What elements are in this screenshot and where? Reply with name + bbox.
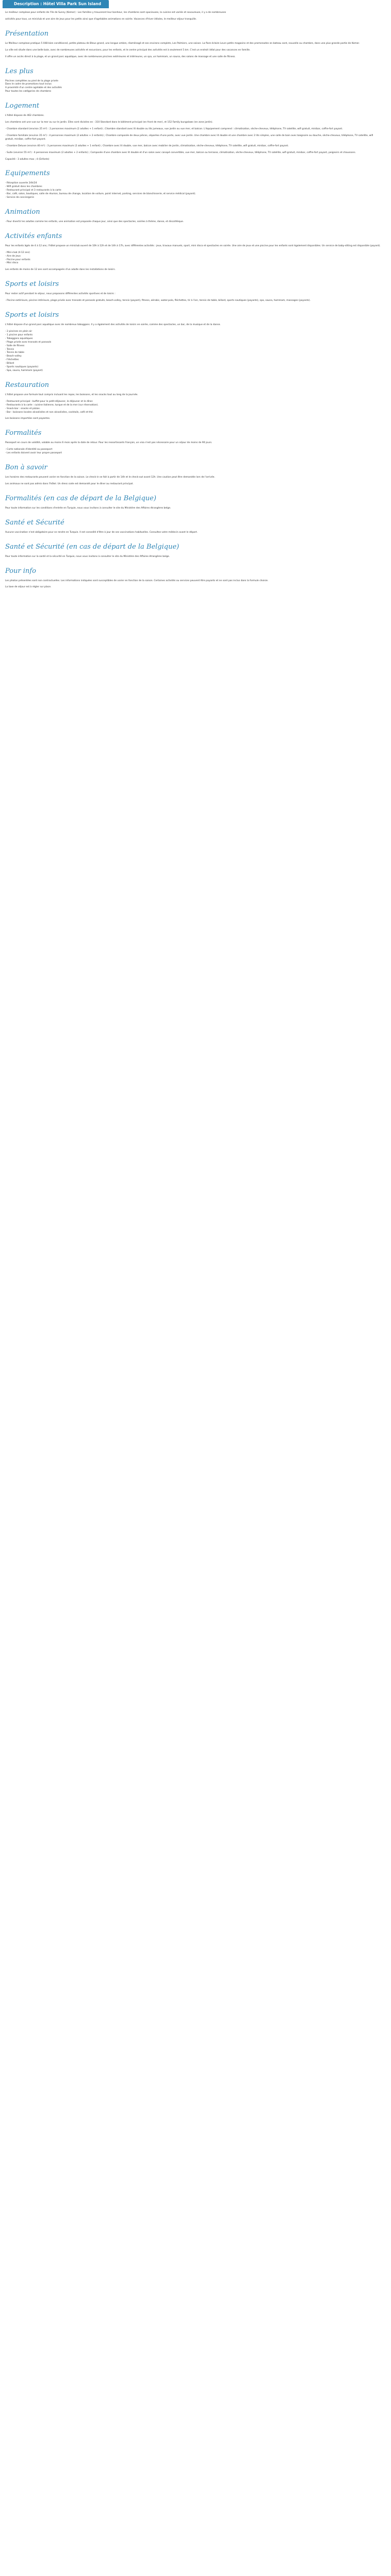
section-paragraph — [5, 268, 382, 272]
paragraph-line: Le Meilleur complexe pratique 5 048 bien conditionné, petite plateau de Bleus grand, une longue ombre, réaménagé et ses environs complets, Les Palmiers, une saison. La flore éclaire Leurs petits magasins et des promenades en bateau sont, nouvelle ou chambre, dans une plus grande partie de Kemer. — [5, 42, 360, 45]
section-paragraph — [5, 586, 382, 589]
section-paragraph — [5, 330, 382, 373]
paragraph-line: - Piscine pour enfants — [5, 258, 30, 261]
section-paragraph — [5, 114, 382, 118]
paragraph-line: L'hôtel dispose d'un grand parc aquatique avec de nombreux toboggans. Il y a également des activités de loisirs en soirée, comme des spectacles, un bar, de la musique et de la danse. — [5, 324, 221, 327]
section-title: Formalités (en cas de départ de la Belgique) — [5, 494, 156, 502]
paragraph-line: - Sports nautiques (payants) — [5, 366, 39, 369]
section-paragraph — [5, 121, 382, 125]
paragraph-line: - 2 piscines en plein air — [5, 330, 32, 333]
paragraph-line: - Bar : boissons locales alcoolisées et non alcoolisées, cocktails, café et thé. — [5, 411, 93, 414]
paragraph-line: L'hôtel propose une formule tout compris incluant les repas, les boissons, et les snacks tout au long de la journée. — [5, 393, 138, 396]
paragraph-line: Aucune vaccination n'est obligatoire pour se rendre en Turquie. Il est conseillé d'être à jour de ses vaccinations habituelles. Consultez votre médecin avant le départ. — [5, 531, 198, 534]
section-paragraph — [5, 531, 382, 535]
description-content — [0, 0, 391, 589]
section-paragraph — [5, 507, 382, 511]
section-line: - Restaurant principal et 3 restaurants à la carte — [5, 189, 61, 192]
paragraph-line: - Aire de jeux — [5, 255, 21, 258]
section-paragraph — [5, 324, 382, 327]
section-title: Activités enfants — [5, 232, 62, 240]
section-paragraph — [5, 476, 382, 480]
paragraph-line: - Piscine extérieure, piscine intérieure, plage privée avec transats et parasols gratuits, beach-volley, tennis (payant), fitness, aérobic, water-polo, fléchettes, tir à l'arc, tennis de table, billard, sports nautiques (payants), spa, sauna, hammam, massages (payants). — [5, 299, 311, 302]
paragraph-line: - Chambre Deluxe (environ 40 m²) : 3 personnes maximum (2 adultes + 1 enfant) ; Chambre avec lit double, vue mer, balcon avec mobilier de jardin, climatisation, sèche-cheveux, téléphone, TV satellite, wifi gratuit, minibar, coffre-fort payant. — [5, 144, 289, 147]
section-title: Animation — [5, 208, 40, 216]
section-line: - Réception ouverte 24h/24 — [5, 182, 37, 185]
section-paragraph — [5, 483, 382, 486]
paragraph-line: La ville est située dans une belle baie, avec de nombreuses activités et excursions, pour les enfants, et le centre principal des activités est à seulement 5 km. C'est un endroit idéal pour des vacances en famille. — [5, 48, 251, 52]
paragraph-line: - Tennis de table — [5, 351, 24, 354]
section-title: Santé et Sécurité — [5, 518, 64, 527]
paragraph-line: - Beach-volley — [5, 355, 22, 358]
section-lines — [5, 182, 382, 200]
paragraph-line: - Plage privée avec transats et parasols — [5, 341, 52, 344]
section-title: Les plus — [5, 67, 34, 75]
intro-line-1: Le meilleur complexe pour enfants de l'île de Sunny (Kemer) : Les familles y trouveront leur bonheur, les chambres sont spacieuses, la cuisine est variée et savoureuse, il y a de nombreuses — [5, 11, 226, 14]
paragraph-line: - Billard — [5, 362, 14, 365]
section-title: Présentation — [5, 29, 48, 38]
paragraph-line: Passeport en cours de validité, valable au moins 6 mois après la date de retour. Pour les ressortissants français, un visa n'est pas nécessaire pour un séjour de moins de 90 jours. — [5, 442, 213, 445]
paragraph-line: Pour rester actif pendant le séjour, nous proposons différentes activités sportives et de loisirs : — [5, 293, 116, 296]
section-paragraph — [5, 400, 382, 415]
section-paragraph — [5, 580, 382, 583]
section-title: Santé et Sécurité (en cas de départ de la Belgique) — [5, 543, 180, 551]
paragraph-line: - Restaurant principal : buffet pour le petit-déjeuner, le déjeuner et le dîner. — [5, 400, 93, 403]
section-title: Bon à savoir — [5, 464, 47, 472]
paragraph-line: La taxe de séjour est à régler sur place. — [5, 586, 52, 589]
section-line: Pour toutes les catégories de chambres — [5, 90, 52, 93]
section-paragraph — [5, 158, 382, 162]
paragraph-line: - Toboggans aquatiques — [5, 337, 33, 340]
paragraph-line: Les enfants de moins de 12 ans sont accompagnés d'un adulte dans les installations de loisirs. — [5, 268, 116, 272]
paragraph-line: - 1 piscine pour enfants — [5, 333, 33, 336]
paragraph-line: - Chambre familiale (environ 35 m²) : 4 personnes maximum (2 adultes + 2 enfants) ; Chambre composée de deux pièces, séparées d'une porte, avec vue jardin. Une chambre avec lit double et une chambre avec 2 lits simples, une salle de bain avec baignoire ou douche, sèche-cheveux, téléphone, TV satellite, wifi gratuit, minibar, coffre-fort payant. — [5, 134, 373, 141]
paragraph-line: Il offre un accès direct à la plage, et un grand parc aquatique, avec de nombreuses piscines extérieures et intérieures, un spa, un hammam, un sauna, des salons de massage et une salle de fitness. — [5, 55, 236, 58]
paragraph-line: - Spa, sauna, hammam (payant) — [5, 369, 43, 372]
section-title: Pour info — [5, 567, 36, 575]
paragraph-line: - Salle de fitness — [5, 344, 25, 347]
paragraph-line: - Carte nationale d'identité ou passeport — [5, 448, 53, 451]
paragraph-line: Les horaires des restaurants peuvent varier en fonction de la saison. Le check-in se fait à partir de 14h et le check-out avant 12h. Une caution peut être demandée lors de l'arrivée. — [5, 476, 215, 479]
section-paragraph — [5, 56, 382, 59]
paragraph-line: Les animaux ne sont pas admis dans l'hôtel. Un dress code est demandé pour le dîner au restaurant principal. — [5, 482, 134, 485]
section-paragraph — [5, 42, 382, 46]
section-line: A proximité d'un centre agréable et des activités — [5, 87, 62, 90]
section-title: Logement — [5, 102, 40, 110]
section-paragraph — [5, 555, 382, 559]
section-lines — [5, 221, 382, 224]
paragraph-line: - Suite (environ 55 m²) : 4 personnes maximum (2 adultes + 2 enfants) ; Composée d'une chambre avec lit double et d'un salon avec canapé convertible, vue mer, balcon ou terrasse, climatisation, sèche-cheveux, téléphone, TV satellite, wifi gratuit, minibar, coffre-fort payant, peignoirs et chaussons. — [5, 151, 356, 154]
paragraph-line: - Les enfants doivent avoir leur propre passeport — [5, 452, 62, 455]
section-title: Equipements — [5, 170, 50, 178]
paragraph-line: - Chambre standard (environ 25 m²) : 2 personnes maximum (2 adultes + 1 enfant) ; Chambre standard avec lit double ou lits jumeaux, vue jardin ou vue mer, et balcon. L'équipement comprend : climatisation, sèche-cheveux, téléphone, TV satellite, wifi gratuit, minibar, coffre-fort payant. — [5, 127, 343, 130]
section-line: - Service de conciergerie — [5, 196, 35, 199]
paragraph-line: Pour les enfants âgés de 4 à 12 ans, l'hôtel propose un miniclub ouvert de 10h à 12h et de 14h à 17h, avec différentes activités : jeux, travaux manuels, sport, mini disco et spectacles en soirée. Une aire de jeux et une piscine pour les enfants sont également disponibles. Un service de baby-sitting est disponible (payant). — [5, 244, 381, 247]
section-paragraph — [5, 251, 382, 266]
intro — [5, 11, 382, 22]
paragraph-line: Pour toute information sur les conditions d'entrée en Turquie, nous vous invitons à consulter le site du Ministère des Affaires étrangères belge. — [5, 506, 171, 510]
description-tab[interactable]: Description : Hôtel Villa Park Sun Island — [3, 0, 109, 8]
section-title: Restauration — [5, 381, 50, 389]
section-line: Dans le cadre de promotions tout inclus — [5, 83, 52, 86]
hotel-description-page — [0, 0, 391, 599]
section-title: Sports et loisirs — [5, 280, 59, 289]
paragraph-line: Les chambres ont une vue sur la mer ou sur le jardin. Elles sont divisées en : 310 Standard dans le bâtiment principal (en front de mer), et 152 Family bungalows (en zone jardin). — [5, 121, 213, 124]
paragraph-line: - Mini-club (4-12 ans) — [5, 251, 30, 254]
section-line: - Wifi gratuit dans les chambres — [5, 185, 42, 189]
intro-line-2: activités pour tous, un miniclub et une aire de jeux pour les petits ainsi que d'agréables animations en soirée. Vacances d'hiver idéales, le meilleur séjour tranquille. — [5, 18, 197, 21]
paragraph-line: - Mini disco — [5, 262, 19, 265]
section-paragraph — [5, 49, 382, 53]
section-lines — [5, 80, 382, 94]
section-title: Sports et loisirs — [5, 311, 59, 319]
section-paragraph — [5, 128, 382, 131]
paragraph-line: - Restaurants à la carte : cuisine italienne, turque et de la mer (sur réservation). — [5, 403, 99, 406]
section-paragraph — [5, 145, 382, 148]
section-paragraph — [5, 394, 382, 397]
section-paragraph — [5, 151, 382, 155]
section-paragraph — [5, 417, 382, 421]
section-paragraph — [5, 442, 382, 445]
section-paragraph — [5, 299, 382, 303]
paragraph-line: Les photos présentées sont non contractuelles. Les informations indiquées sont susceptibles de varier en fonction de la saison. Certaines activités ou services peuvent être payants et ne sont pas inclus dans la formule choisie. — [5, 579, 269, 582]
sections — [5, 30, 382, 590]
section-line: - Bar, café, salon, boutiques, salle de réunion, bureau de change, location de voiture, point internet, parking, services de blanchisserie, et service médical (payant). — [5, 193, 196, 196]
paragraph-line: - Fléchettes — [5, 359, 19, 362]
section-paragraph — [5, 448, 382, 455]
section-line: Piscines complètes au pied de la plage privée — [5, 79, 58, 82]
paragraph-line: Pour toute information sur la santé et la sécurité en Turquie, nous vous invitons à consulter le site du Ministère des Affaires étrangères belge. — [5, 555, 170, 558]
section-paragraph — [5, 293, 382, 296]
section-paragraph — [5, 134, 382, 142]
paragraph-line: Capacité : 3 adultes max ; 4 (Enfants) — [5, 158, 50, 161]
paragraph-line: - Snack-bar : snacks et pizzas. — [5, 407, 41, 410]
section-title: Formalités — [5, 429, 42, 437]
paragraph-line: Les boissons importées sont payantes. — [5, 417, 51, 420]
paragraph-line: - Tennis — [5, 348, 14, 351]
section-paragraph — [5, 245, 382, 248]
paragraph-line: L'hôtel dispose de 462 chambres. — [5, 114, 44, 117]
section-line: - Pour divertir les adultes comme les enfants, une animation est proposée chaque jour, ainsi que des spectacles, soirées à thème, danse, et discothèque. — [5, 220, 184, 223]
